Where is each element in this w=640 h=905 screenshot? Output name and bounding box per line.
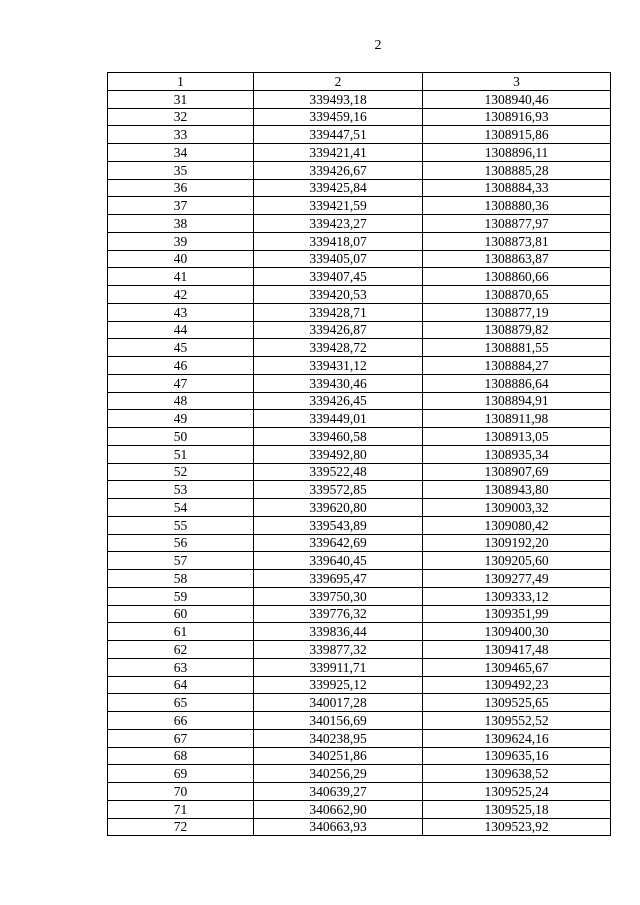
- cell-x-coordinate: 339572,85: [254, 481, 423, 499]
- cell-point-number: 40: [108, 250, 254, 268]
- cell-y-coordinate: 1308879,82: [423, 321, 611, 339]
- cell-y-coordinate: 1309624,16: [423, 729, 611, 747]
- table-body: [108, 90, 611, 836]
- cell-y-coordinate: 1308860,66: [423, 268, 611, 286]
- cell-point-number: 65: [108, 694, 254, 712]
- cell-x-coordinate: 339431,12: [254, 357, 423, 375]
- column-header-y: 3: [423, 73, 611, 91]
- cell-y-coordinate: 1308873,81: [423, 232, 611, 250]
- cell-y-coordinate: 1309525,18: [423, 800, 611, 818]
- cell-x-coordinate: 339447,51: [254, 126, 423, 144]
- table-row: [108, 534, 611, 552]
- cell-y-coordinate: 1309192,20: [423, 534, 611, 552]
- table-header-row: [108, 73, 611, 91]
- cell-y-coordinate: 1308886,64: [423, 374, 611, 392]
- cell-y-coordinate: 1309417,48: [423, 641, 611, 659]
- cell-x-coordinate: 339640,45: [254, 552, 423, 570]
- cell-y-coordinate: 1309333,12: [423, 587, 611, 605]
- cell-x-coordinate: 339493,18: [254, 90, 423, 108]
- cell-x-coordinate: 339925,12: [254, 676, 423, 694]
- table-row: [108, 712, 611, 730]
- cell-x-coordinate: 339418,07: [254, 232, 423, 250]
- table-row: [108, 570, 611, 588]
- cell-y-coordinate: 1308885,28: [423, 161, 611, 179]
- cell-x-coordinate: 340662,90: [254, 800, 423, 818]
- table-row: [108, 516, 611, 534]
- table-row: [108, 428, 611, 446]
- cell-x-coordinate: 339426,67: [254, 161, 423, 179]
- cell-x-coordinate: 339420,53: [254, 286, 423, 304]
- table-row: [108, 641, 611, 659]
- cell-x-coordinate: 339776,32: [254, 605, 423, 623]
- cell-point-number: 52: [108, 463, 254, 481]
- cell-point-number: 53: [108, 481, 254, 499]
- table-row: [108, 392, 611, 410]
- cell-y-coordinate: 1309635,16: [423, 747, 611, 765]
- table-row: [108, 818, 611, 836]
- table-row: [108, 232, 611, 250]
- table-row: [108, 144, 611, 162]
- cell-x-coordinate: 339620,80: [254, 499, 423, 517]
- cell-x-coordinate: 339423,27: [254, 215, 423, 233]
- cell-x-coordinate: 339522,48: [254, 463, 423, 481]
- cell-y-coordinate: 1309492,23: [423, 676, 611, 694]
- cell-point-number: 61: [108, 623, 254, 641]
- cell-y-coordinate: 1308943,80: [423, 481, 611, 499]
- cell-point-number: 51: [108, 445, 254, 463]
- cell-point-number: 37: [108, 197, 254, 215]
- cell-x-coordinate: 339421,41: [254, 144, 423, 162]
- table-row: [108, 499, 611, 517]
- cell-y-coordinate: 1309638,52: [423, 765, 611, 783]
- table-row: [108, 357, 611, 375]
- table-row: [108, 250, 611, 268]
- cell-x-coordinate: 339911,71: [254, 658, 423, 676]
- cell-point-number: 45: [108, 339, 254, 357]
- cell-point-number: 70: [108, 783, 254, 801]
- table-row: [108, 339, 611, 357]
- cell-point-number: 57: [108, 552, 254, 570]
- cell-x-coordinate: 340251,86: [254, 747, 423, 765]
- cell-x-coordinate: 339836,44: [254, 623, 423, 641]
- cell-y-coordinate: 1309277,49: [423, 570, 611, 588]
- cell-point-number: 63: [108, 658, 254, 676]
- cell-point-number: 44: [108, 321, 254, 339]
- cell-y-coordinate: 1309523,92: [423, 818, 611, 836]
- cell-x-coordinate: 339428,72: [254, 339, 423, 357]
- cell-point-number: 42: [108, 286, 254, 304]
- table-row: [108, 179, 611, 197]
- table-row: [108, 197, 611, 215]
- cell-point-number: 50: [108, 428, 254, 446]
- cell-y-coordinate: 1309465,67: [423, 658, 611, 676]
- cell-x-coordinate: 339877,32: [254, 641, 423, 659]
- cell-x-coordinate: 339430,46: [254, 374, 423, 392]
- cell-point-number: 43: [108, 303, 254, 321]
- table-row: [108, 729, 611, 747]
- table-row: [108, 161, 611, 179]
- table-row: [108, 623, 611, 641]
- cell-point-number: 34: [108, 144, 254, 162]
- table-row: [108, 286, 611, 304]
- cell-point-number: 38: [108, 215, 254, 233]
- column-header-number: 1: [108, 73, 254, 91]
- cell-point-number: 39: [108, 232, 254, 250]
- cell-point-number: 48: [108, 392, 254, 410]
- cell-y-coordinate: 1308877,97: [423, 215, 611, 233]
- table-row: [108, 374, 611, 392]
- table-row: [108, 481, 611, 499]
- table-row: [108, 783, 611, 801]
- cell-point-number: 49: [108, 410, 254, 428]
- cell-x-coordinate: 339407,45: [254, 268, 423, 286]
- cell-point-number: 58: [108, 570, 254, 588]
- table-row: [108, 268, 611, 286]
- cell-point-number: 72: [108, 818, 254, 836]
- cell-y-coordinate: 1309003,32: [423, 499, 611, 517]
- cell-y-coordinate: 1309080,42: [423, 516, 611, 534]
- cell-y-coordinate: 1308907,69: [423, 463, 611, 481]
- coordinates-table: [107, 72, 611, 836]
- cell-y-coordinate: 1308911,98: [423, 410, 611, 428]
- cell-point-number: 56: [108, 534, 254, 552]
- cell-point-number: 68: [108, 747, 254, 765]
- cell-x-coordinate: 339642,69: [254, 534, 423, 552]
- cell-point-number: 47: [108, 374, 254, 392]
- cell-point-number: 54: [108, 499, 254, 517]
- cell-x-coordinate: 339426,87: [254, 321, 423, 339]
- table-row: [108, 215, 611, 233]
- cell-point-number: 71: [108, 800, 254, 818]
- cell-point-number: 33: [108, 126, 254, 144]
- cell-y-coordinate: 1308894,91: [423, 392, 611, 410]
- cell-point-number: 46: [108, 357, 254, 375]
- cell-x-coordinate: 339405,07: [254, 250, 423, 268]
- cell-y-coordinate: 1308935,34: [423, 445, 611, 463]
- cell-x-coordinate: 339426,45: [254, 392, 423, 410]
- cell-x-coordinate: 339428,71: [254, 303, 423, 321]
- cell-y-coordinate: 1309205,60: [423, 552, 611, 570]
- table-row: [108, 445, 611, 463]
- cell-point-number: 64: [108, 676, 254, 694]
- cell-x-coordinate: 339695,47: [254, 570, 423, 588]
- cell-y-coordinate: 1309525,65: [423, 694, 611, 712]
- table-row: [108, 676, 611, 694]
- cell-point-number: 60: [108, 605, 254, 623]
- cell-point-number: 66: [108, 712, 254, 730]
- cell-y-coordinate: 1308896,11: [423, 144, 611, 162]
- table-row: [108, 765, 611, 783]
- cell-y-coordinate: 1308913,05: [423, 428, 611, 446]
- cell-x-coordinate: 340256,29: [254, 765, 423, 783]
- table-row: [108, 108, 611, 126]
- cell-y-coordinate: 1309400,30: [423, 623, 611, 641]
- table-row: [108, 694, 611, 712]
- cell-x-coordinate: 340238,95: [254, 729, 423, 747]
- cell-x-coordinate: 340156,69: [254, 712, 423, 730]
- cell-y-coordinate: 1308916,93: [423, 108, 611, 126]
- table-row: [108, 605, 611, 623]
- cell-y-coordinate: 1308884,27: [423, 357, 611, 375]
- cell-x-coordinate: 340663,93: [254, 818, 423, 836]
- cell-x-coordinate: 339449,01: [254, 410, 423, 428]
- table-row: [108, 747, 611, 765]
- page-number: 2: [374, 38, 382, 53]
- cell-point-number: 55: [108, 516, 254, 534]
- cell-x-coordinate: 339425,84: [254, 179, 423, 197]
- cell-point-number: 62: [108, 641, 254, 659]
- table-row: [108, 303, 611, 321]
- cell-y-coordinate: 1309552,52: [423, 712, 611, 730]
- table-row: [108, 463, 611, 481]
- table-row: [108, 658, 611, 676]
- table-row: [108, 126, 611, 144]
- cell-point-number: 36: [108, 179, 254, 197]
- cell-y-coordinate: 1308877,19: [423, 303, 611, 321]
- cell-y-coordinate: 1308915,86: [423, 126, 611, 144]
- cell-point-number: 41: [108, 268, 254, 286]
- cell-x-coordinate: 339459,16: [254, 108, 423, 126]
- table-header: [108, 73, 611, 91]
- cell-x-coordinate: 340639,27: [254, 783, 423, 801]
- cell-y-coordinate: 1309525,24: [423, 783, 611, 801]
- cell-point-number: 32: [108, 108, 254, 126]
- cell-y-coordinate: 1308881,55: [423, 339, 611, 357]
- table-row: [108, 410, 611, 428]
- cell-x-coordinate: 339543,89: [254, 516, 423, 534]
- cell-y-coordinate: 1308884,33: [423, 179, 611, 197]
- cell-point-number: 69: [108, 765, 254, 783]
- cell-x-coordinate: 339750,30: [254, 587, 423, 605]
- cell-x-coordinate: 339460,58: [254, 428, 423, 446]
- cell-x-coordinate: 339421,59: [254, 197, 423, 215]
- cell-point-number: 35: [108, 161, 254, 179]
- table-row: [108, 800, 611, 818]
- cell-x-coordinate: 340017,28: [254, 694, 423, 712]
- column-header-x: 2: [254, 73, 423, 91]
- table-row: [108, 90, 611, 108]
- table-row: [108, 587, 611, 605]
- cell-point-number: 31: [108, 90, 254, 108]
- cell-y-coordinate: 1308863,87: [423, 250, 611, 268]
- cell-x-coordinate: 339492,80: [254, 445, 423, 463]
- cell-y-coordinate: 1309351,99: [423, 605, 611, 623]
- table-row: [108, 552, 611, 570]
- cell-y-coordinate: 1308880,36: [423, 197, 611, 215]
- cell-y-coordinate: 1308940,46: [423, 90, 611, 108]
- cell-y-coordinate: 1308870,65: [423, 286, 611, 304]
- table-row: [108, 321, 611, 339]
- cell-point-number: 67: [108, 729, 254, 747]
- cell-point-number: 59: [108, 587, 254, 605]
